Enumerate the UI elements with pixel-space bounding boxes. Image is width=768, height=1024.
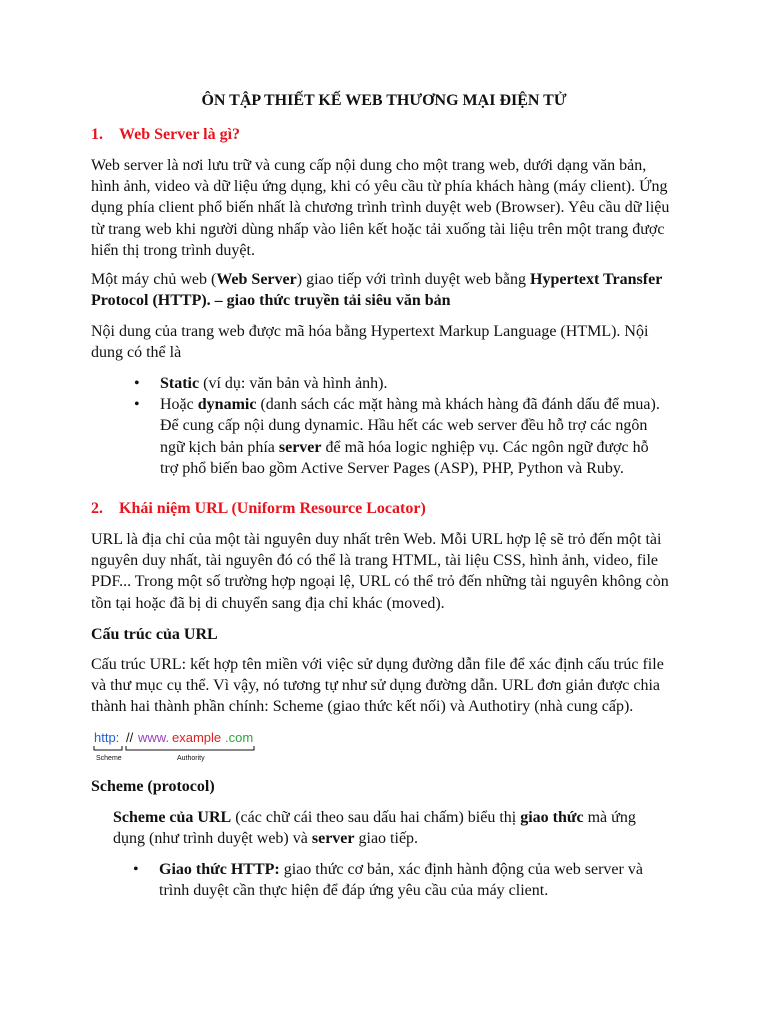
bullet-http-text: giao thức cơ bản, xác định hành động của web server và trình duyệt cần thực hiện để đáp ứng yêu cầu của máy client.: [159, 861, 643, 900]
scheme-para-b: (các chữ cái theo sau dấu hai chấm) biểu thị: [231, 809, 521, 826]
url-example-text: example: [172, 730, 222, 745]
url-structure-heading: Cấu trúc của URL: [91, 626, 218, 643]
scheme-label: Scheme: [96, 755, 122, 762]
bullet-dynamic-text-a: Hoặc: [160, 396, 198, 414]
scheme-para-d: mà ứng dụng (như trình duyệt web) và: [113, 809, 636, 848]
bullet-dynamic-text-e: để mã hóa logic nghiệp vụ. Các ngôn ngữ được hỗ trợ phổ biến bao gồm Active Server Pages (ASP), PHP, Python và Ruby.: [160, 438, 649, 477]
section-2-paragraph-1: URL là địa chỉ của một tài nguyên duy nhất trên Web. Mỗi URL hợp lệ sẽ trỏ đến một tài nguyên duy nhất, tài nguyên đó có thể là trang HTML, tài liệu CSS, hình ảnh, video, file PDF... Trong một số trường hợp ngoại lệ, URL có thể trỏ đến những tài nguyên không còn tồn tại hoặc đã bị di chuyển sang địa chỉ khác (moved).: [91, 531, 669, 612]
url-diagram-icon: [92, 729, 260, 765]
scheme-para-f: giao tiếp.: [354, 830, 419, 848]
url-com-text: .com: [225, 730, 254, 745]
section-2-number: 2.: [91, 500, 103, 517]
para2-web-server: Web Server: [216, 271, 297, 288]
section-2-paragraph-2: Cấu trúc URL: kết hợp tên miền với việc sử dụng đường dẫn file để xác định cấu trúc file và thư mục cụ thể. Vì vậy, nó tương tự như sử dụng đường dẫn. URL đơn giản được chia thành hai thành phần chính: Scheme (giao thức kết nối) và Authotiry (nhà cung cấp).: [91, 656, 664, 716]
bullet-dynamic-server: server: [278, 438, 322, 456]
section-1-title: Web Server là gì?: [119, 126, 241, 143]
para2-text-c: ) giao tiếp với trình duyệt web bằng: [296, 271, 531, 288]
scheme-para-c: giao thức: [520, 809, 584, 826]
bullet-static-label: Static: [160, 375, 200, 392]
scheme-paragraph: [113, 807, 669, 849]
list-item: [159, 859, 669, 901]
bullet-http-label: Giao thức HTTP:: [159, 861, 280, 878]
url-scheme-text: http:: [94, 730, 120, 745]
document-title: ÔN TẬP THIẾT KẾ WEB THƯƠNG MẠI ĐIỆN TỬ: [201, 92, 567, 109]
para2-http: Hypertext Transfer Protocol (HTTP). – giao thức truyền tải siêu văn bản: [91, 271, 662, 310]
bullet-dynamic-label: dynamic: [197, 396, 257, 414]
authority-label: Authority: [177, 755, 205, 762]
bullet-dynamic-text-c: (danh sách các mặt hàng mà khách hàng đã đánh dấu để mua). Để cung cấp nội dung dynamic. Hầu hết các web server đều hỗ trợ các ngôn ngữ kịch bản phía: [160, 396, 660, 456]
list-item: [160, 394, 670, 479]
scheme-para-a: Scheme của URL: [113, 809, 232, 826]
section-1-paragraph-2: [91, 269, 677, 311]
scheme-heading: Scheme (protocol): [91, 778, 215, 795]
section-2-heading: [91, 498, 677, 519]
scheme-bracket: [94, 746, 122, 750]
section-2-title: Khái niệm URL (Uniform Resource Locator): [119, 500, 426, 517]
url-www-text: www.: [138, 730, 170, 745]
bullet-static-text: (ví dụ: văn bản và hình ảnh).: [199, 375, 388, 392]
section-1-paragraph-3: Nội dung của trang web được mã hóa bằng Hypertext Markup Language (HTML). Nội dung có thể là: [91, 323, 649, 362]
section-1-number: 1.: [91, 126, 103, 143]
url-structure-figure: [92, 729, 260, 765]
section-1-paragraph-1: Web server là nơi lưu trữ và cung cấp nội dung cho một trang web, dưới dạng văn bản, hình ảnh, video và dữ liệu ứng dụng, khi có yêu cầu từ phía khách hàng (máy client). Ứng dụng phía client phổ biến nhất là chương trình trình duyệt web (Browser). Yêu cầu dữ liệu từ trang web khi người dùng nhấp vào liên kết hoặc tải xuống tài liệu trên một trang được hiển thị trong trình duyệt.: [91, 157, 670, 259]
para2-text-a: Một máy chủ web (: [91, 271, 217, 288]
url-slashes-text: //: [126, 730, 134, 745]
list-item: [160, 373, 670, 394]
content-type-list: [160, 373, 670, 479]
authority-bracket: [126, 746, 254, 750]
protocol-list: [159, 859, 669, 901]
scheme-para-e: server: [311, 830, 355, 848]
section-1-heading: [91, 124, 677, 145]
